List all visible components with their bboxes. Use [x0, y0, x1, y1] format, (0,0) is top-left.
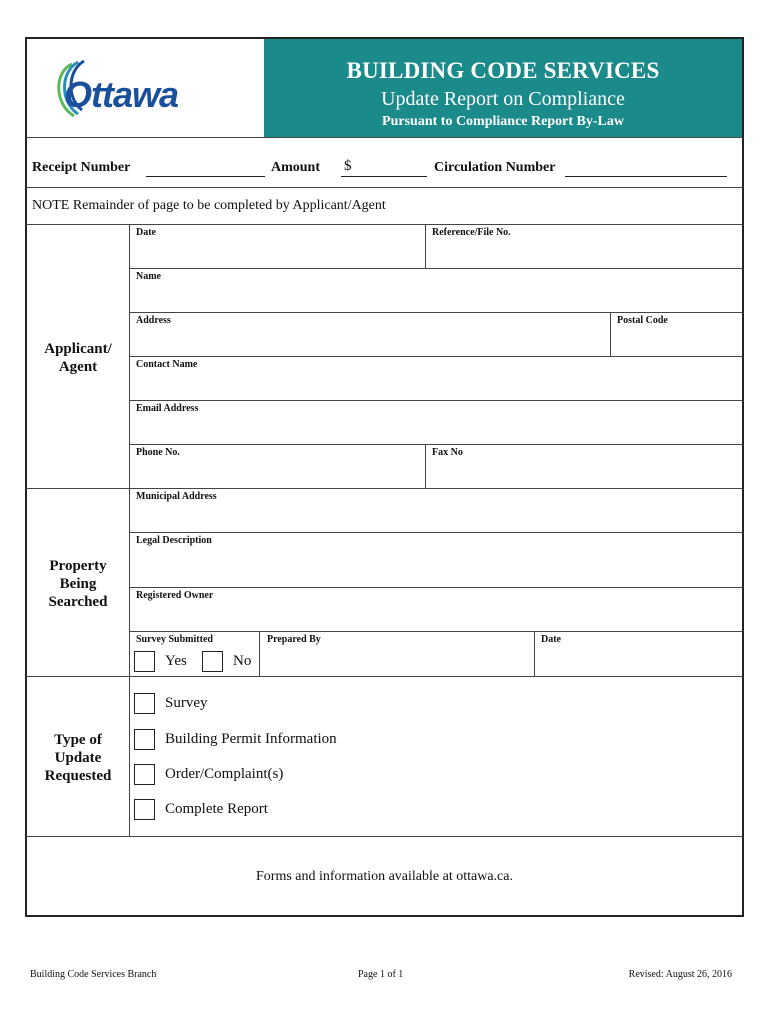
column-divider: [425, 224, 426, 268]
divider: [26, 187, 743, 188]
currency-symbol: $: [344, 158, 352, 174]
survey-submitted-label: Survey Submitted: [136, 634, 213, 645]
phone-label: Phone No.: [136, 447, 180, 458]
option-order-complaints-label: Order/Complaint(s): [165, 766, 284, 782]
option-complete-report-label: Complete Report: [165, 801, 268, 817]
fax-label: Fax No: [432, 447, 463, 458]
divider: [26, 836, 743, 837]
note-text: NOTE Remainder of page to be completed by Applicant/Agent: [32, 198, 386, 213]
option-complete-report-checkbox[interactable]: [134, 799, 155, 820]
survey-yes-checkbox[interactable]: [134, 651, 155, 672]
divider: [26, 488, 743, 489]
postal-code-label: Postal Code: [617, 315, 668, 326]
survey-no-checkbox[interactable]: [202, 651, 223, 672]
page-title: BUILDING CODE SERVICES: [346, 58, 660, 83]
divider: [26, 224, 743, 225]
option-survey-label: Survey: [165, 695, 208, 711]
divider: [130, 400, 743, 401]
survey-date-label: Date: [541, 634, 561, 645]
bylaw-caption: Pursuant to Compliance Report By-Law: [382, 114, 624, 129]
reference-file-label: Reference/File No.: [432, 227, 511, 238]
amount-field[interactable]: [341, 176, 427, 177]
amount-label: Amount: [271, 160, 321, 175]
section-property: Property Being Searched: [48, 558, 108, 610]
receipt-number-field[interactable]: [146, 176, 265, 177]
option-survey-checkbox[interactable]: [134, 693, 155, 714]
receipt-number-label: Receipt Number: [32, 160, 131, 175]
footer-revised-date: Revised: August 26, 2016: [628, 969, 732, 980]
divider: [130, 312, 743, 313]
info-text: Forms and information available at ottawa.ca.: [256, 869, 513, 884]
column-divider: [129, 224, 130, 836]
divider: [26, 676, 743, 677]
column-divider: [259, 631, 260, 676]
footer-page-number: Page 1 of 1: [358, 969, 404, 980]
contact-name-label: Contact Name: [136, 359, 198, 370]
divider: [130, 587, 743, 588]
address-label: Address: [136, 315, 171, 326]
section-applicant-agent: Applicant/ Agent: [44, 341, 112, 375]
option-building-permit-checkbox[interactable]: [134, 729, 155, 750]
circulation-number-label: Circulation Number: [434, 160, 556, 175]
form-frame: [25, 37, 744, 917]
page-subtitle: Update Report on Compliance: [381, 88, 625, 110]
column-divider: [610, 312, 611, 356]
divider: [130, 532, 743, 533]
name-label: Name: [136, 271, 161, 282]
column-divider: [534, 631, 535, 676]
registered-owner-label: Registered Owner: [136, 590, 214, 601]
municipal-address-label: Municipal Address: [136, 491, 217, 502]
logo-text: Ottawa: [64, 74, 179, 115]
option-order-complaints-checkbox[interactable]: [134, 764, 155, 785]
legal-description-label: Legal Description: [136, 535, 212, 546]
survey-yes-label: Yes: [165, 653, 187, 669]
divider: [130, 444, 743, 445]
email-address-label: Email Address: [136, 403, 199, 414]
option-building-permit-label: Building Permit Information: [165, 731, 337, 747]
prepared-by-label: Prepared By: [267, 634, 321, 645]
divider: [130, 631, 743, 632]
header-banner: [264, 39, 742, 137]
divider: [130, 356, 743, 357]
column-divider: [425, 444, 426, 488]
section-update-type: Type of Update Requested: [44, 732, 112, 784]
survey-no-label: No: [233, 653, 252, 669]
applicant-date-label: Date: [136, 227, 156, 238]
divider: [130, 268, 743, 269]
divider: [26, 137, 743, 138]
footer-branch: Building Code Services Branch: [30, 969, 157, 980]
circulation-number-field[interactable]: [565, 176, 727, 177]
ottawa-logo: [52, 58, 202, 124]
